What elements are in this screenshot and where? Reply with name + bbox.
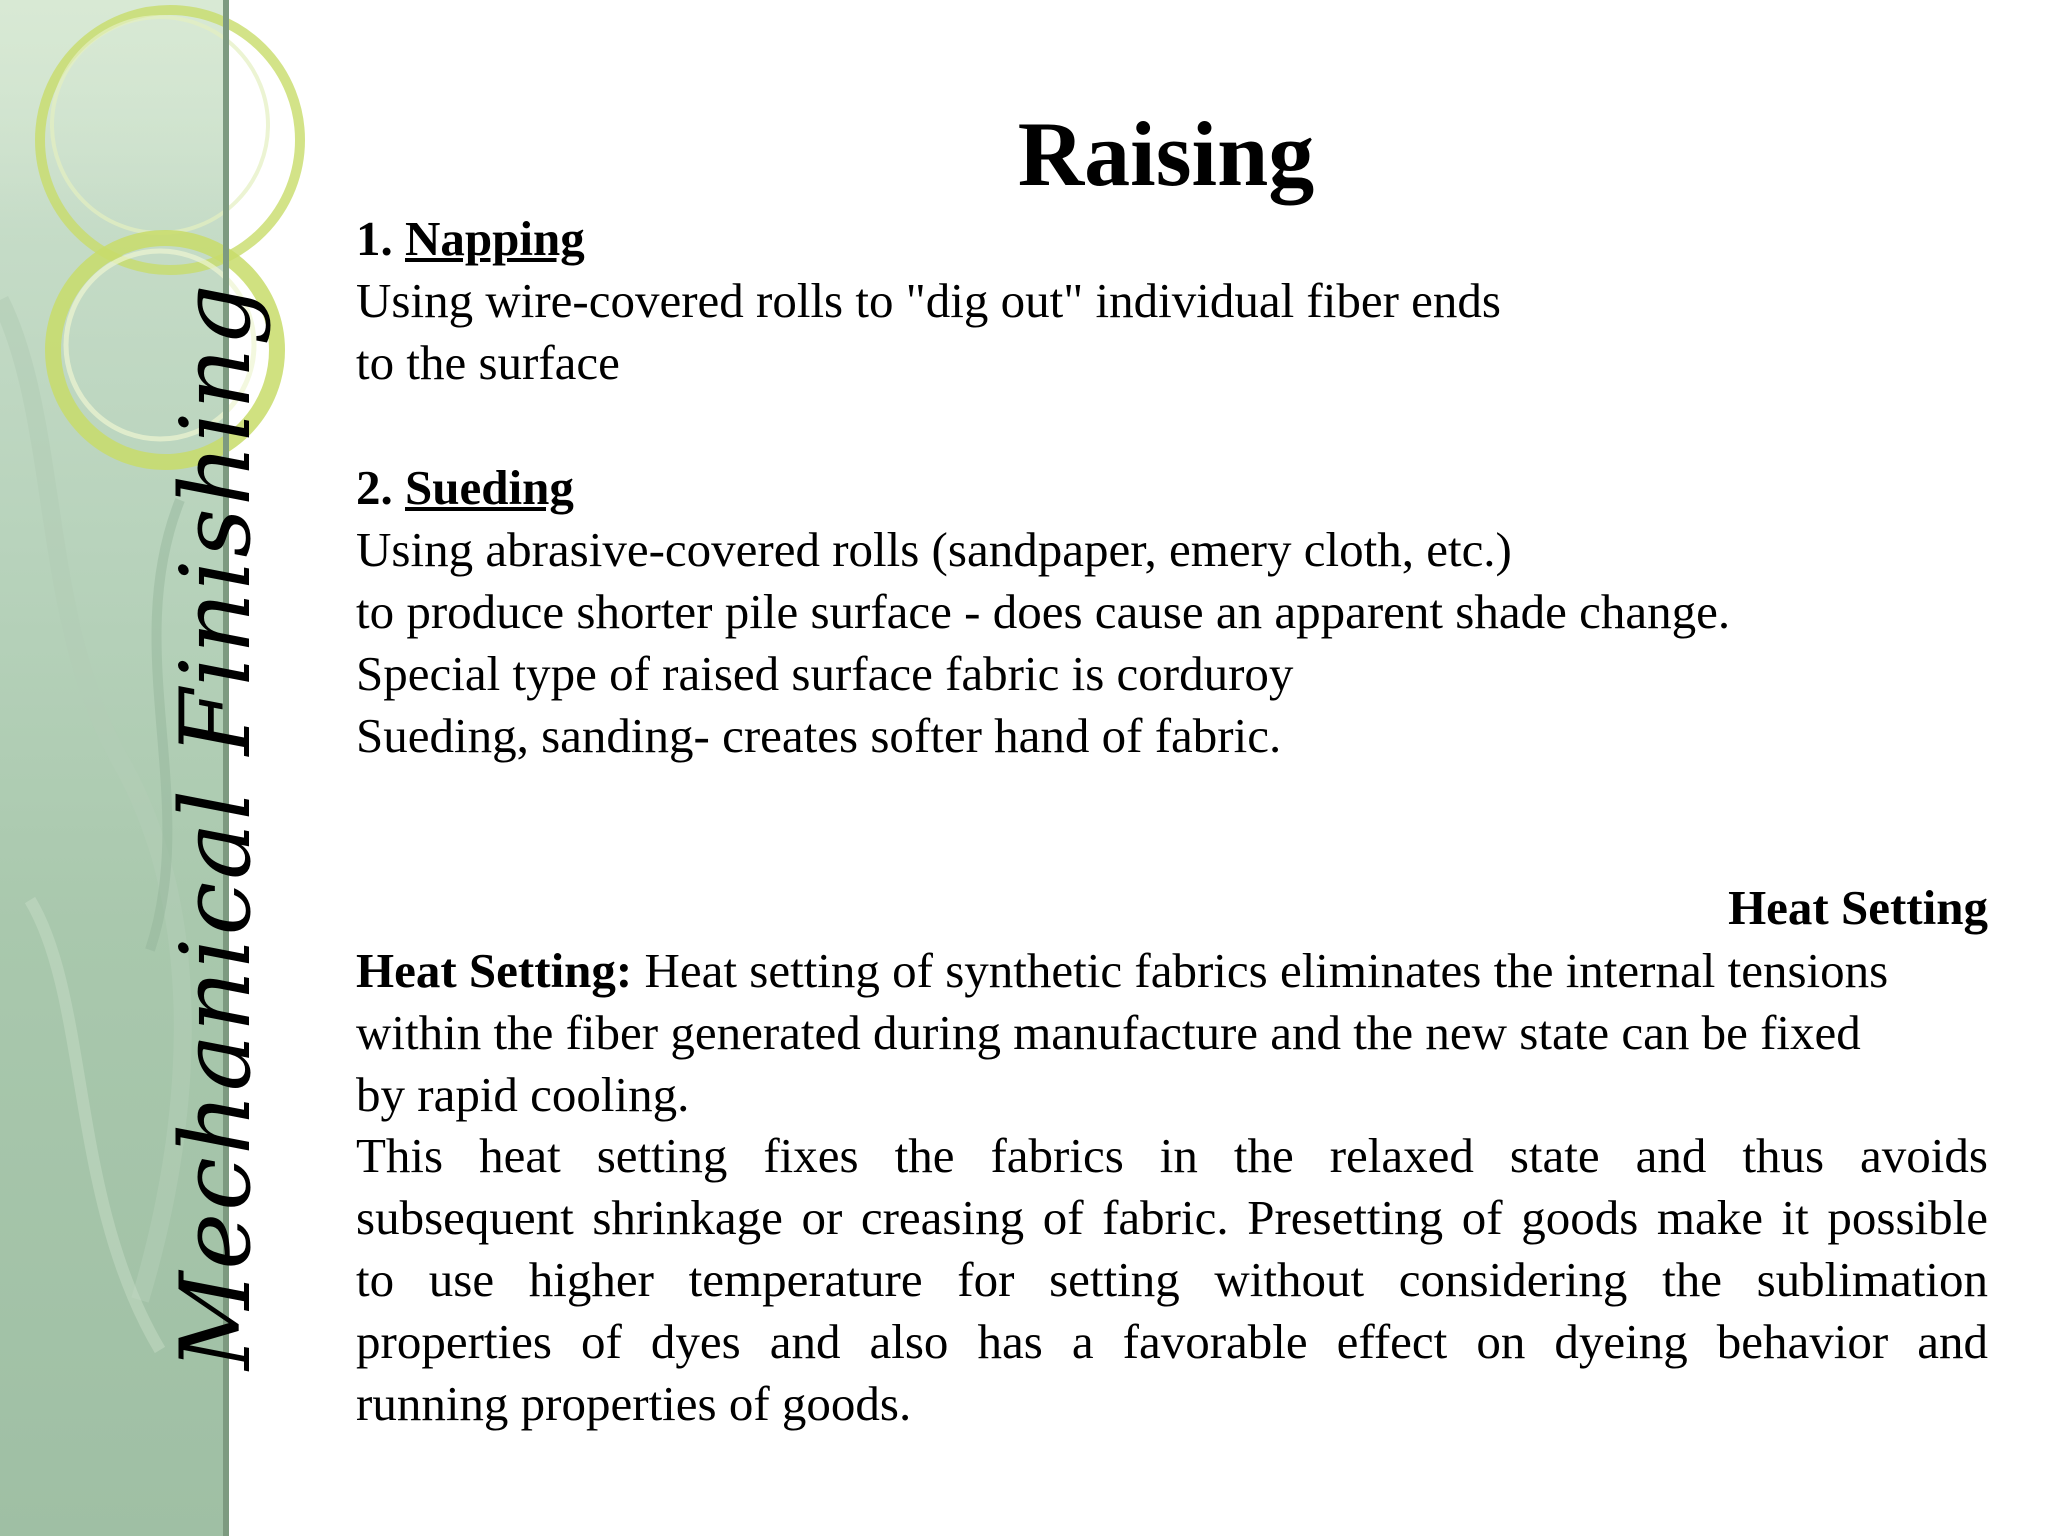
body-line: by rapid cooling. — [356, 1067, 690, 1122]
section-number: 2. — [356, 460, 393, 515]
section-napping — [356, 208, 1501, 394]
body-line: Sueding, sanding- creates softer hand of fabric. — [356, 708, 1282, 763]
body-line: Using abrasive-covered rolls (sandpaper, emery cloth, etc.) — [356, 522, 1512, 577]
section-title-sueding: Sueding — [405, 460, 574, 515]
section-heading-sueding — [356, 457, 1730, 519]
body-line: to use higher temperature for setting without considering the sublimation — [356, 1252, 1988, 1307]
body-line: to the surface — [356, 335, 620, 390]
body-line: running properties of goods. — [356, 1376, 912, 1431]
slide-content — [356, 0, 2006, 1536]
body-line: subsequent shrinkage or creasing of fabric. Presetting of goods make it possible — [356, 1190, 1988, 1245]
body-line: Using wire-covered rolls to "dig out" individual fiber ends — [356, 273, 1501, 328]
section-number: 1. — [356, 211, 393, 266]
body-line: properties of dyes and also has a favorable effect on dyeing behavior and — [356, 1314, 1988, 1369]
heat-setting-lead-text: Heat setting of synthetic fabrics eliminates the internal tensions — [644, 943, 1889, 998]
body-line: within the fiber generated during manufacture and the new state can be fixed — [356, 1005, 1861, 1060]
heat-setting-lead — [356, 940, 1888, 1126]
body-line: This heat setting fixes the fabrics in the relaxed state and thus avoids — [356, 1128, 1988, 1183]
body-line: Special type of raised surface fabric is corduroy — [356, 646, 1294, 701]
vertical-section-title: Mechanical Finishing — [160, 282, 272, 1370]
heat-setting-body — [356, 1125, 1988, 1435]
page-title: Raising — [1017, 103, 1315, 205]
body-line: to produce shorter pile surface - does cause an apparent shade change. — [356, 584, 1731, 639]
heat-setting-side-heading: Heat Setting — [1728, 880, 1988, 935]
heat-setting-label: Heat Setting: — [356, 943, 633, 998]
section-heading-napping — [356, 208, 1501, 270]
body-line — [356, 940, 1888, 1002]
decorative-side-band — [0, 0, 272, 1536]
section-title-napping: Napping — [405, 211, 585, 266]
section-sueding — [356, 457, 1730, 767]
